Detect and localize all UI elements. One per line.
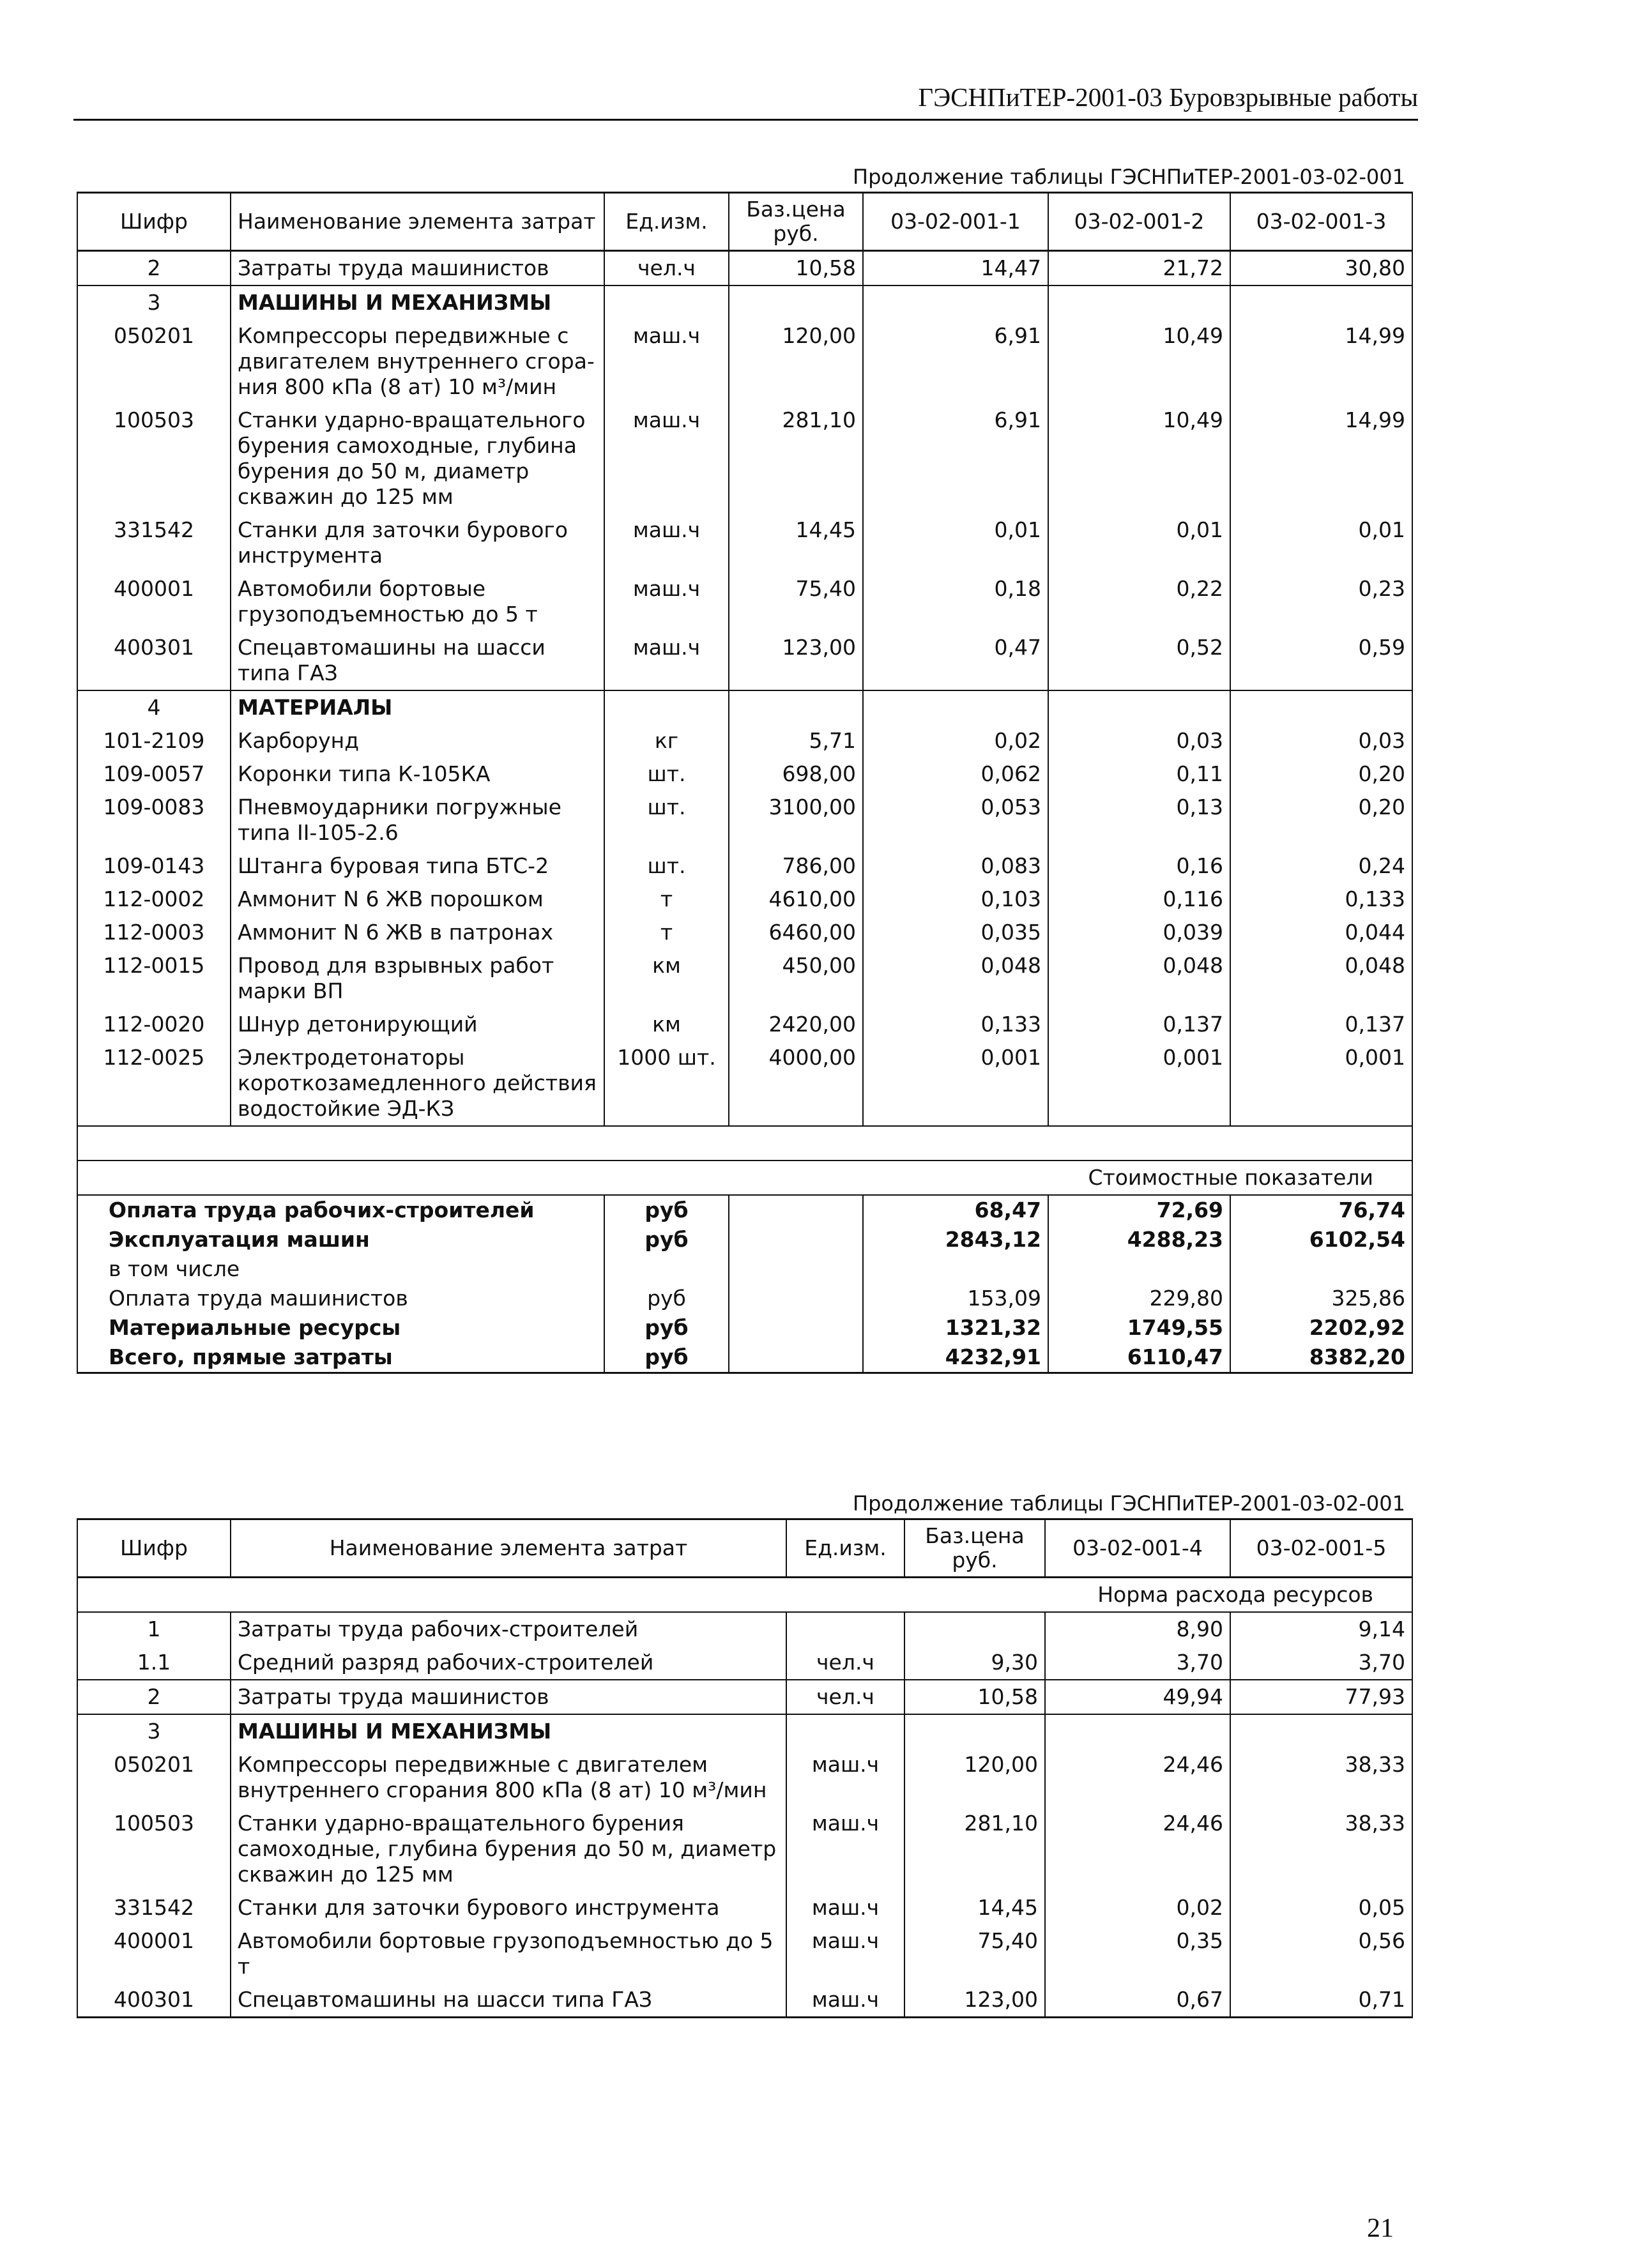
cell-norm-3: 0,01 <box>1230 514 1412 572</box>
cell-unit: маш.ч <box>786 1924 904 1983</box>
band-row <box>77 1578 1412 1613</box>
cell-norm-2: 10,49 <box>1048 319 1230 404</box>
cell-norm-2: 0,11 <box>1048 757 1230 791</box>
cell-unit: чел.ч <box>786 1646 904 1680</box>
cell-price: 786,00 <box>729 849 863 883</box>
cell-norm-4: 0,02 <box>1045 1891 1230 1924</box>
resource-table-2 <box>77 1518 1413 2018</box>
cell-price <box>729 285 863 319</box>
cell-price: 14,45 <box>904 1891 1045 1924</box>
cell-norm-2: 0,039 <box>1048 916 1230 949</box>
cell-name: Пневмоударники погружные типа II-105-2.6 <box>231 791 604 849</box>
cell-name: Коронки типа К-105КА <box>231 757 604 791</box>
cell-unit: маш.ч <box>786 1807 904 1891</box>
cell-norm-5: 3,70 <box>1230 1646 1412 1680</box>
cell-norm-4: 24,46 <box>1045 1807 1230 1891</box>
section-row <box>77 285 1412 319</box>
table1-header-row <box>77 193 1412 251</box>
table-row <box>77 1891 1412 1924</box>
cell-name: Затраты труда рабочих-строителей <box>231 1612 786 1646</box>
summary-row <box>77 1225 1412 1254</box>
table-row <box>77 572 1412 631</box>
cell-name: Затраты труда машинистов <box>231 1680 786 1714</box>
cell-unit: маш.ч <box>604 404 729 514</box>
summary-value-1 <box>863 1254 1048 1284</box>
col-header-norm-2: 03-02-001-2 <box>1048 193 1230 251</box>
cell-norm-2: 0,048 <box>1048 949 1230 1008</box>
summary-unit: руб <box>604 1343 729 1373</box>
cell-norm-4: 3,70 <box>1045 1646 1230 1680</box>
cell-unit <box>604 285 729 319</box>
cell-norm-2: 0,03 <box>1048 724 1230 757</box>
table-row <box>77 1924 1412 1983</box>
summary-unit: руб <box>604 1284 729 1313</box>
summary-value-1: 1321,32 <box>863 1313 1048 1343</box>
cell-unit: чел.ч <box>786 1680 904 1714</box>
cell-code: 112-0025 <box>77 1041 231 1126</box>
cell-code: 112-0020 <box>77 1008 231 1041</box>
cell-name: Станки для заточки бурового инструмента <box>231 514 604 572</box>
summary-unit: руб <box>604 1225 729 1254</box>
cell-price: 10,58 <box>904 1680 1045 1714</box>
cell-unit: 1000 шт. <box>604 1041 729 1126</box>
cell-name: Затраты труда машинистов <box>231 251 604 286</box>
table-row <box>77 1646 1412 1680</box>
summary-price-empty <box>729 1225 863 1254</box>
table-row <box>77 1680 1412 1714</box>
summary-row <box>77 1343 1412 1373</box>
table-row <box>77 916 1412 949</box>
cell-norm-3: 0,59 <box>1230 631 1412 690</box>
col-header-norm-3: 03-02-001-3 <box>1230 193 1412 251</box>
cell-norm-1 <box>863 690 1048 724</box>
cell-norm-1: 0,001 <box>863 1041 1048 1126</box>
summary-value-2: 1749,55 <box>1048 1313 1230 1343</box>
cell-unit: шт. <box>604 849 729 883</box>
cell-price: 75,40 <box>904 1924 1045 1983</box>
band-row <box>77 1161 1412 1195</box>
col-header-name: Наименование элемента затрат <box>231 1519 786 1578</box>
section-row <box>77 690 1412 724</box>
cell-code: 3 <box>77 285 231 319</box>
cell-price: 3100,00 <box>729 791 863 849</box>
cell-norm-2: 0,16 <box>1048 849 1230 883</box>
cell-norm-4 <box>1045 1714 1230 1748</box>
table1-caption: Продолжение таблицы ГЭСНПиТЕР-2001-03-02-001 <box>853 165 1405 189</box>
cell-price <box>904 1714 1045 1748</box>
cell-code: 109-0057 <box>77 757 231 791</box>
cell-norm-3: 0,048 <box>1230 949 1412 1008</box>
table-row <box>77 1041 1412 1126</box>
cell-code: 100503 <box>77 1807 231 1891</box>
cell-name: Станки для заточки бурового инструмента <box>231 1891 786 1924</box>
cell-norm-1: 0,47 <box>863 631 1048 690</box>
cell-code: 1.1 <box>77 1646 231 1680</box>
cell-unit <box>786 1612 904 1646</box>
cell-norm-2: 0,13 <box>1048 791 1230 849</box>
cell-name: Карборунд <box>231 724 604 757</box>
cell-norm-4: 24,46 <box>1045 1748 1230 1807</box>
cell-name: МАТЕРИАЛЫ <box>231 690 604 724</box>
cell-norm-2: 10,49 <box>1048 404 1230 514</box>
summary-value-2: 4288,23 <box>1048 1225 1230 1254</box>
cell-unit: маш.ч <box>786 1748 904 1807</box>
cell-norm-3: 30,80 <box>1230 251 1412 286</box>
cell-code: 331542 <box>77 514 231 572</box>
summary-price-empty <box>729 1284 863 1313</box>
summary-row <box>77 1254 1412 1284</box>
page-number: 21 <box>1367 2214 1394 2243</box>
cell-code: 050201 <box>77 319 231 404</box>
cell-name: Аммонит N 6 ЖВ в патронах <box>231 916 604 949</box>
cell-norm-5: 38,33 <box>1230 1748 1412 1807</box>
summary-value-2: 229,80 <box>1048 1284 1230 1313</box>
cell-norm-2 <box>1048 690 1230 724</box>
cell-norm-2: 21,72 <box>1048 251 1230 286</box>
cell-norm-1: 0,103 <box>863 883 1048 916</box>
table-row <box>77 319 1412 404</box>
cell-norm-4: 0,67 <box>1045 1983 1230 2018</box>
cell-norm-5: 38,33 <box>1230 1807 1412 1891</box>
spacer-cell <box>77 1126 1412 1161</box>
cell-norm-1: 0,01 <box>863 514 1048 572</box>
cell-norm-1: 0,02 <box>863 724 1048 757</box>
cell-norm-5: 77,93 <box>1230 1680 1412 1714</box>
cell-price: 123,00 <box>904 1983 1045 2018</box>
summary-value-1: 4232,91 <box>863 1343 1048 1373</box>
summary-price-empty <box>729 1343 863 1373</box>
cell-code: 1 <box>77 1612 231 1646</box>
cell-norm-2: 0,01 <box>1048 514 1230 572</box>
cell-unit: маш.ч <box>604 631 729 690</box>
cell-norm-3: 0,001 <box>1230 1041 1412 1126</box>
cell-norm-5: 0,05 <box>1230 1891 1412 1924</box>
cell-unit: шт. <box>604 791 729 849</box>
table2-caption: Продолжение таблицы ГЭСНПиТЕР-2001-03-02-001 <box>853 1491 1405 1516</box>
table-row <box>77 1807 1412 1891</box>
cell-code: 112-0003 <box>77 916 231 949</box>
cell-norm-3 <box>1230 690 1412 724</box>
summary-unit <box>604 1254 729 1284</box>
summary-unit: руб <box>604 1313 729 1343</box>
cell-price: 698,00 <box>729 757 863 791</box>
summary-unit: руб <box>604 1195 729 1225</box>
cell-norm-1: 0,083 <box>863 849 1048 883</box>
cell-unit: шт. <box>604 757 729 791</box>
table-row <box>77 791 1412 849</box>
cell-norm-1: 0,053 <box>863 791 1048 849</box>
cell-name: Провод для взрывных работ марки ВП <box>231 949 604 1008</box>
summary-row <box>77 1313 1412 1343</box>
cell-unit: маш.ч <box>604 319 729 404</box>
summary-name: Материальные ресурсы <box>77 1313 604 1343</box>
cell-unit: маш.ч <box>786 1983 904 2018</box>
summary-value-2: 72,69 <box>1048 1195 1230 1225</box>
cell-unit: км <box>604 949 729 1008</box>
summary-name: Эксплуатация машин <box>77 1225 604 1254</box>
col-header-price: Баз.цена руб. <box>729 193 863 251</box>
cell-code: 400301 <box>77 631 231 690</box>
cell-code: 101-2109 <box>77 724 231 757</box>
cell-norm-3: 14,99 <box>1230 319 1412 404</box>
summary-price-empty <box>729 1254 863 1284</box>
resource-table-1 <box>77 192 1413 1374</box>
cell-norm-1: 14,47 <box>863 251 1048 286</box>
table-row <box>77 1983 1412 2018</box>
cell-code: 112-0015 <box>77 949 231 1008</box>
cell-code: 109-0083 <box>77 791 231 849</box>
table-row <box>77 251 1412 286</box>
page-header <box>73 82 1418 120</box>
cell-norm-3: 0,044 <box>1230 916 1412 949</box>
cell-norm-1 <box>863 285 1048 319</box>
cell-norm-1: 0,133 <box>863 1008 1048 1041</box>
cell-price: 120,00 <box>729 319 863 404</box>
cell-name: МАШИНЫ И МЕХАНИЗМЫ <box>231 285 604 319</box>
cell-unit: маш.ч <box>604 514 729 572</box>
summary-row <box>77 1195 1412 1225</box>
cell-price: 4000,00 <box>729 1041 863 1126</box>
summary-value-3: 6102,54 <box>1230 1225 1412 1254</box>
cell-price: 281,10 <box>904 1807 1045 1891</box>
cell-code: 100503 <box>77 404 231 514</box>
cell-norm-2 <box>1048 285 1230 319</box>
cell-norm-2: 0,137 <box>1048 1008 1230 1041</box>
cell-code: 2 <box>77 1680 231 1714</box>
cell-price: 123,00 <box>729 631 863 690</box>
cell-code: 3 <box>77 1714 231 1748</box>
table-row <box>77 757 1412 791</box>
cell-norm-4: 8,90 <box>1045 1612 1230 1646</box>
cell-norm-2: 0,52 <box>1048 631 1230 690</box>
cell-name: Средний разряд рабочих-строителей <box>231 1646 786 1680</box>
cell-price: 75,40 <box>729 572 863 631</box>
summary-name: Всего, прямые затраты <box>77 1343 604 1373</box>
summary-value-2: 6110,47 <box>1048 1343 1230 1373</box>
summary-price-empty <box>729 1195 863 1225</box>
cell-price <box>904 1612 1045 1646</box>
summary-name: Оплата труда машинистов <box>77 1284 604 1313</box>
cell-norm-5: 9,14 <box>1230 1612 1412 1646</box>
summary-name: в том числе <box>77 1254 604 1284</box>
cell-norm-4: 0,35 <box>1045 1924 1230 1983</box>
col-header-name: Наименование элемента затрат <box>231 193 604 251</box>
band-label: Стоимостные показатели <box>77 1161 1412 1195</box>
table-row <box>77 949 1412 1008</box>
cell-unit <box>604 690 729 724</box>
cell-norm-3: 0,24 <box>1230 849 1412 883</box>
cell-code: 2 <box>77 251 231 286</box>
cell-norm-3: 14,99 <box>1230 404 1412 514</box>
header-rule <box>73 119 1418 121</box>
summary-value-2 <box>1048 1254 1230 1284</box>
cell-code: 400301 <box>77 1983 231 2018</box>
cell-norm-4: 49,94 <box>1045 1680 1230 1714</box>
cell-name: Компрессоры передвижные с двигателем внутреннего сгорания 800 кПа (8 ат) 10 м³/мин <box>231 1748 786 1807</box>
col-header-norm-4: 03-02-001-4 <box>1045 1519 1230 1578</box>
cell-norm-3: 0,133 <box>1230 883 1412 916</box>
cell-code: 4 <box>77 690 231 724</box>
cell-price: 10,58 <box>729 251 863 286</box>
table-row <box>77 724 1412 757</box>
cell-unit: чел.ч <box>604 251 729 286</box>
cell-price: 281,10 <box>729 404 863 514</box>
cell-norm-1: 0,048 <box>863 949 1048 1008</box>
cell-norm-5: 0,71 <box>1230 1983 1412 2018</box>
cell-price: 9,30 <box>904 1646 1045 1680</box>
table-row <box>77 404 1412 514</box>
cell-price <box>729 690 863 724</box>
cell-price: 6460,00 <box>729 916 863 949</box>
cell-norm-3 <box>1230 285 1412 319</box>
cell-price: 5,71 <box>729 724 863 757</box>
cell-name: Станки ударно-вращательного бурения самоходные, глубина бурения до 50 м, диаметр скважин до 125 мм <box>231 404 604 514</box>
table2-header-row <box>77 1519 1412 1578</box>
cell-price: 4610,00 <box>729 883 863 916</box>
summary-value-1: 2843,12 <box>863 1225 1048 1254</box>
cell-norm-2: 0,001 <box>1048 1041 1230 1126</box>
table1-body <box>77 193 1412 1373</box>
cell-norm-2: 0,22 <box>1048 572 1230 631</box>
col-header-norm-5: 03-02-001-5 <box>1230 1519 1412 1578</box>
summary-value-1: 153,09 <box>863 1284 1048 1313</box>
cell-norm-3: 0,20 <box>1230 757 1412 791</box>
summary-name: Оплата труда рабочих-строителей <box>77 1195 604 1225</box>
table-row <box>77 883 1412 916</box>
cell-norm-3: 0,23 <box>1230 572 1412 631</box>
section-row <box>77 1714 1412 1748</box>
cell-norm-3: 0,03 <box>1230 724 1412 757</box>
cell-norm-1: 6,91 <box>863 319 1048 404</box>
table2-body <box>77 1519 1412 2018</box>
band-label: Норма расхода ресурсов <box>77 1578 1412 1613</box>
cell-name: Спецавтомашины на шасси типа ГАЗ <box>231 631 604 690</box>
cell-norm-1: 0,062 <box>863 757 1048 791</box>
summary-row <box>77 1284 1412 1313</box>
cell-norm-5: 0,56 <box>1230 1924 1412 1983</box>
table-row <box>77 514 1412 572</box>
cell-code: 109-0143 <box>77 849 231 883</box>
cell-norm-1: 0,035 <box>863 916 1048 949</box>
cell-norm-3: 0,137 <box>1230 1008 1412 1041</box>
cell-norm-3: 0,20 <box>1230 791 1412 849</box>
table-row <box>77 1008 1412 1041</box>
cell-norm-1: 0,18 <box>863 572 1048 631</box>
cell-name: Станки ударно-вращательного бурения самоходные, глубина бурения до 50 м, диаметр скважин до 125 мм <box>231 1807 786 1891</box>
col-header-price: Баз.цена руб. <box>904 1519 1045 1578</box>
cell-code: 050201 <box>77 1748 231 1807</box>
cell-norm-5 <box>1230 1714 1412 1748</box>
table-row <box>77 631 1412 690</box>
cell-unit: т <box>604 883 729 916</box>
cell-name: Электродетонаторы короткозамедленного действия водостойкие ЭД-КЗ <box>231 1041 604 1126</box>
cell-norm-2: 0,116 <box>1048 883 1230 916</box>
summary-value-3: 2202,92 <box>1230 1313 1412 1343</box>
cell-code: 112-0002 <box>77 883 231 916</box>
cell-price: 2420,00 <box>729 1008 863 1041</box>
cell-unit: маш.ч <box>786 1891 904 1924</box>
col-header-unit: Ед.изм. <box>786 1519 904 1578</box>
summary-value-3: 325,86 <box>1230 1284 1412 1313</box>
summary-value-3: 8382,20 <box>1230 1343 1412 1373</box>
cell-name: Автомобили бортовые грузоподъемностью до 5 т <box>231 1924 786 1983</box>
cell-name: Аммонит N 6 ЖВ порошком <box>231 883 604 916</box>
summary-value-1: 68,47 <box>863 1195 1048 1225</box>
cell-unit: маш.ч <box>604 572 729 631</box>
cell-norm-1: 6,91 <box>863 404 1048 514</box>
cell-name: Компрессоры передвижные с двигателем внутреннего сгора-ния 800 кПа (8 ат) 10 м³/мин <box>231 319 604 404</box>
col-header-unit: Ед.изм. <box>604 193 729 251</box>
cell-price: 450,00 <box>729 949 863 1008</box>
cell-unit: км <box>604 1008 729 1041</box>
cell-price: 14,45 <box>729 514 863 572</box>
col-header-code: Шифр <box>77 1519 231 1578</box>
col-header-norm-1: 03-02-001-1 <box>863 193 1048 251</box>
cell-name: МАШИНЫ И МЕХАНИЗМЫ <box>231 1714 786 1748</box>
cell-name: Шнур детонирующий <box>231 1008 604 1041</box>
cell-code: 400001 <box>77 1924 231 1983</box>
cell-name: Спецавтомашины на шасси типа ГАЗ <box>231 1983 786 2018</box>
cell-code: 400001 <box>77 572 231 631</box>
cell-price: 120,00 <box>904 1748 1045 1807</box>
cell-unit: т <box>604 916 729 949</box>
summary-value-3: 76,74 <box>1230 1195 1412 1225</box>
summary-value-3 <box>1230 1254 1412 1284</box>
spacer-row <box>77 1126 1412 1161</box>
col-header-code: Шифр <box>77 193 231 251</box>
table-row <box>77 1612 1412 1646</box>
cell-name: Штанга буровая типа БТС-2 <box>231 849 604 883</box>
cell-unit <box>786 1714 904 1748</box>
page-header-title: ГЭСНПиТЕР-2001-03 Буровзрывные работы <box>918 82 1418 112</box>
cell-unit: кг <box>604 724 729 757</box>
table-row <box>77 1748 1412 1807</box>
table-row <box>77 849 1412 883</box>
summary-price-empty <box>729 1313 863 1343</box>
cell-name: Автомобили бортовые грузоподъемностью до 5 т <box>231 572 604 631</box>
cell-code: 331542 <box>77 1891 231 1924</box>
